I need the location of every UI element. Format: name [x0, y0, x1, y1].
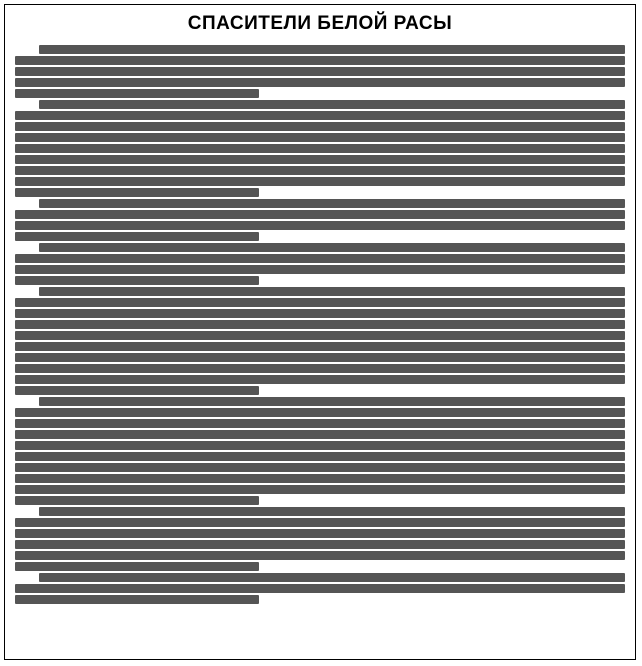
article-paragraph	[15, 573, 625, 604]
text-line	[15, 111, 625, 120]
text-line	[15, 188, 259, 197]
article-paragraph	[15, 507, 625, 571]
text-line	[15, 540, 625, 549]
text-line	[15, 276, 259, 285]
text-line	[39, 100, 625, 109]
text-line	[15, 463, 625, 472]
text-line	[15, 265, 625, 274]
text-line	[39, 45, 625, 54]
text-line	[15, 177, 625, 186]
article-paragraph	[15, 199, 625, 241]
text-line	[39, 573, 625, 582]
text-line	[15, 122, 625, 131]
article-headline: СПАСИТЕЛИ БЕЛОЙ РАСЫ	[187, 13, 453, 34]
text-line	[15, 254, 625, 263]
article-paragraph	[15, 243, 625, 285]
text-line	[15, 320, 625, 329]
article-paragraph	[15, 397, 625, 505]
text-line	[15, 364, 625, 373]
text-line	[15, 529, 625, 538]
text-line	[39, 397, 625, 406]
text-line	[15, 441, 625, 450]
text-line	[15, 386, 259, 395]
text-line	[15, 408, 625, 417]
text-line	[15, 78, 625, 87]
text-line	[15, 89, 259, 98]
text-line	[15, 56, 625, 65]
article-paragraph	[15, 287, 625, 395]
text-line	[15, 133, 625, 142]
text-line	[15, 452, 625, 461]
text-line	[39, 507, 625, 516]
text-line	[15, 551, 625, 560]
text-line	[39, 287, 625, 296]
text-line	[15, 584, 625, 593]
text-line	[15, 562, 259, 571]
text-line	[15, 67, 625, 76]
text-line	[15, 298, 625, 307]
text-line	[15, 419, 625, 428]
text-line	[15, 210, 625, 219]
text-line	[15, 430, 625, 439]
article-frame	[4, 4, 636, 660]
text-line	[39, 199, 625, 208]
text-line	[39, 243, 625, 252]
text-line	[15, 595, 259, 604]
text-line	[15, 309, 625, 318]
article-body	[15, 45, 625, 655]
text-line	[15, 166, 625, 175]
text-line	[15, 232, 259, 241]
text-line	[15, 375, 625, 384]
article-paragraph	[15, 45, 625, 98]
text-line	[15, 496, 259, 505]
text-line	[15, 518, 625, 527]
text-line	[15, 144, 625, 153]
text-line	[15, 474, 625, 483]
article-paragraph	[15, 100, 625, 197]
text-line	[15, 342, 625, 351]
text-line	[15, 221, 625, 230]
text-line	[15, 485, 625, 494]
text-line	[15, 353, 625, 362]
text-line	[15, 155, 625, 164]
text-line	[15, 331, 625, 340]
